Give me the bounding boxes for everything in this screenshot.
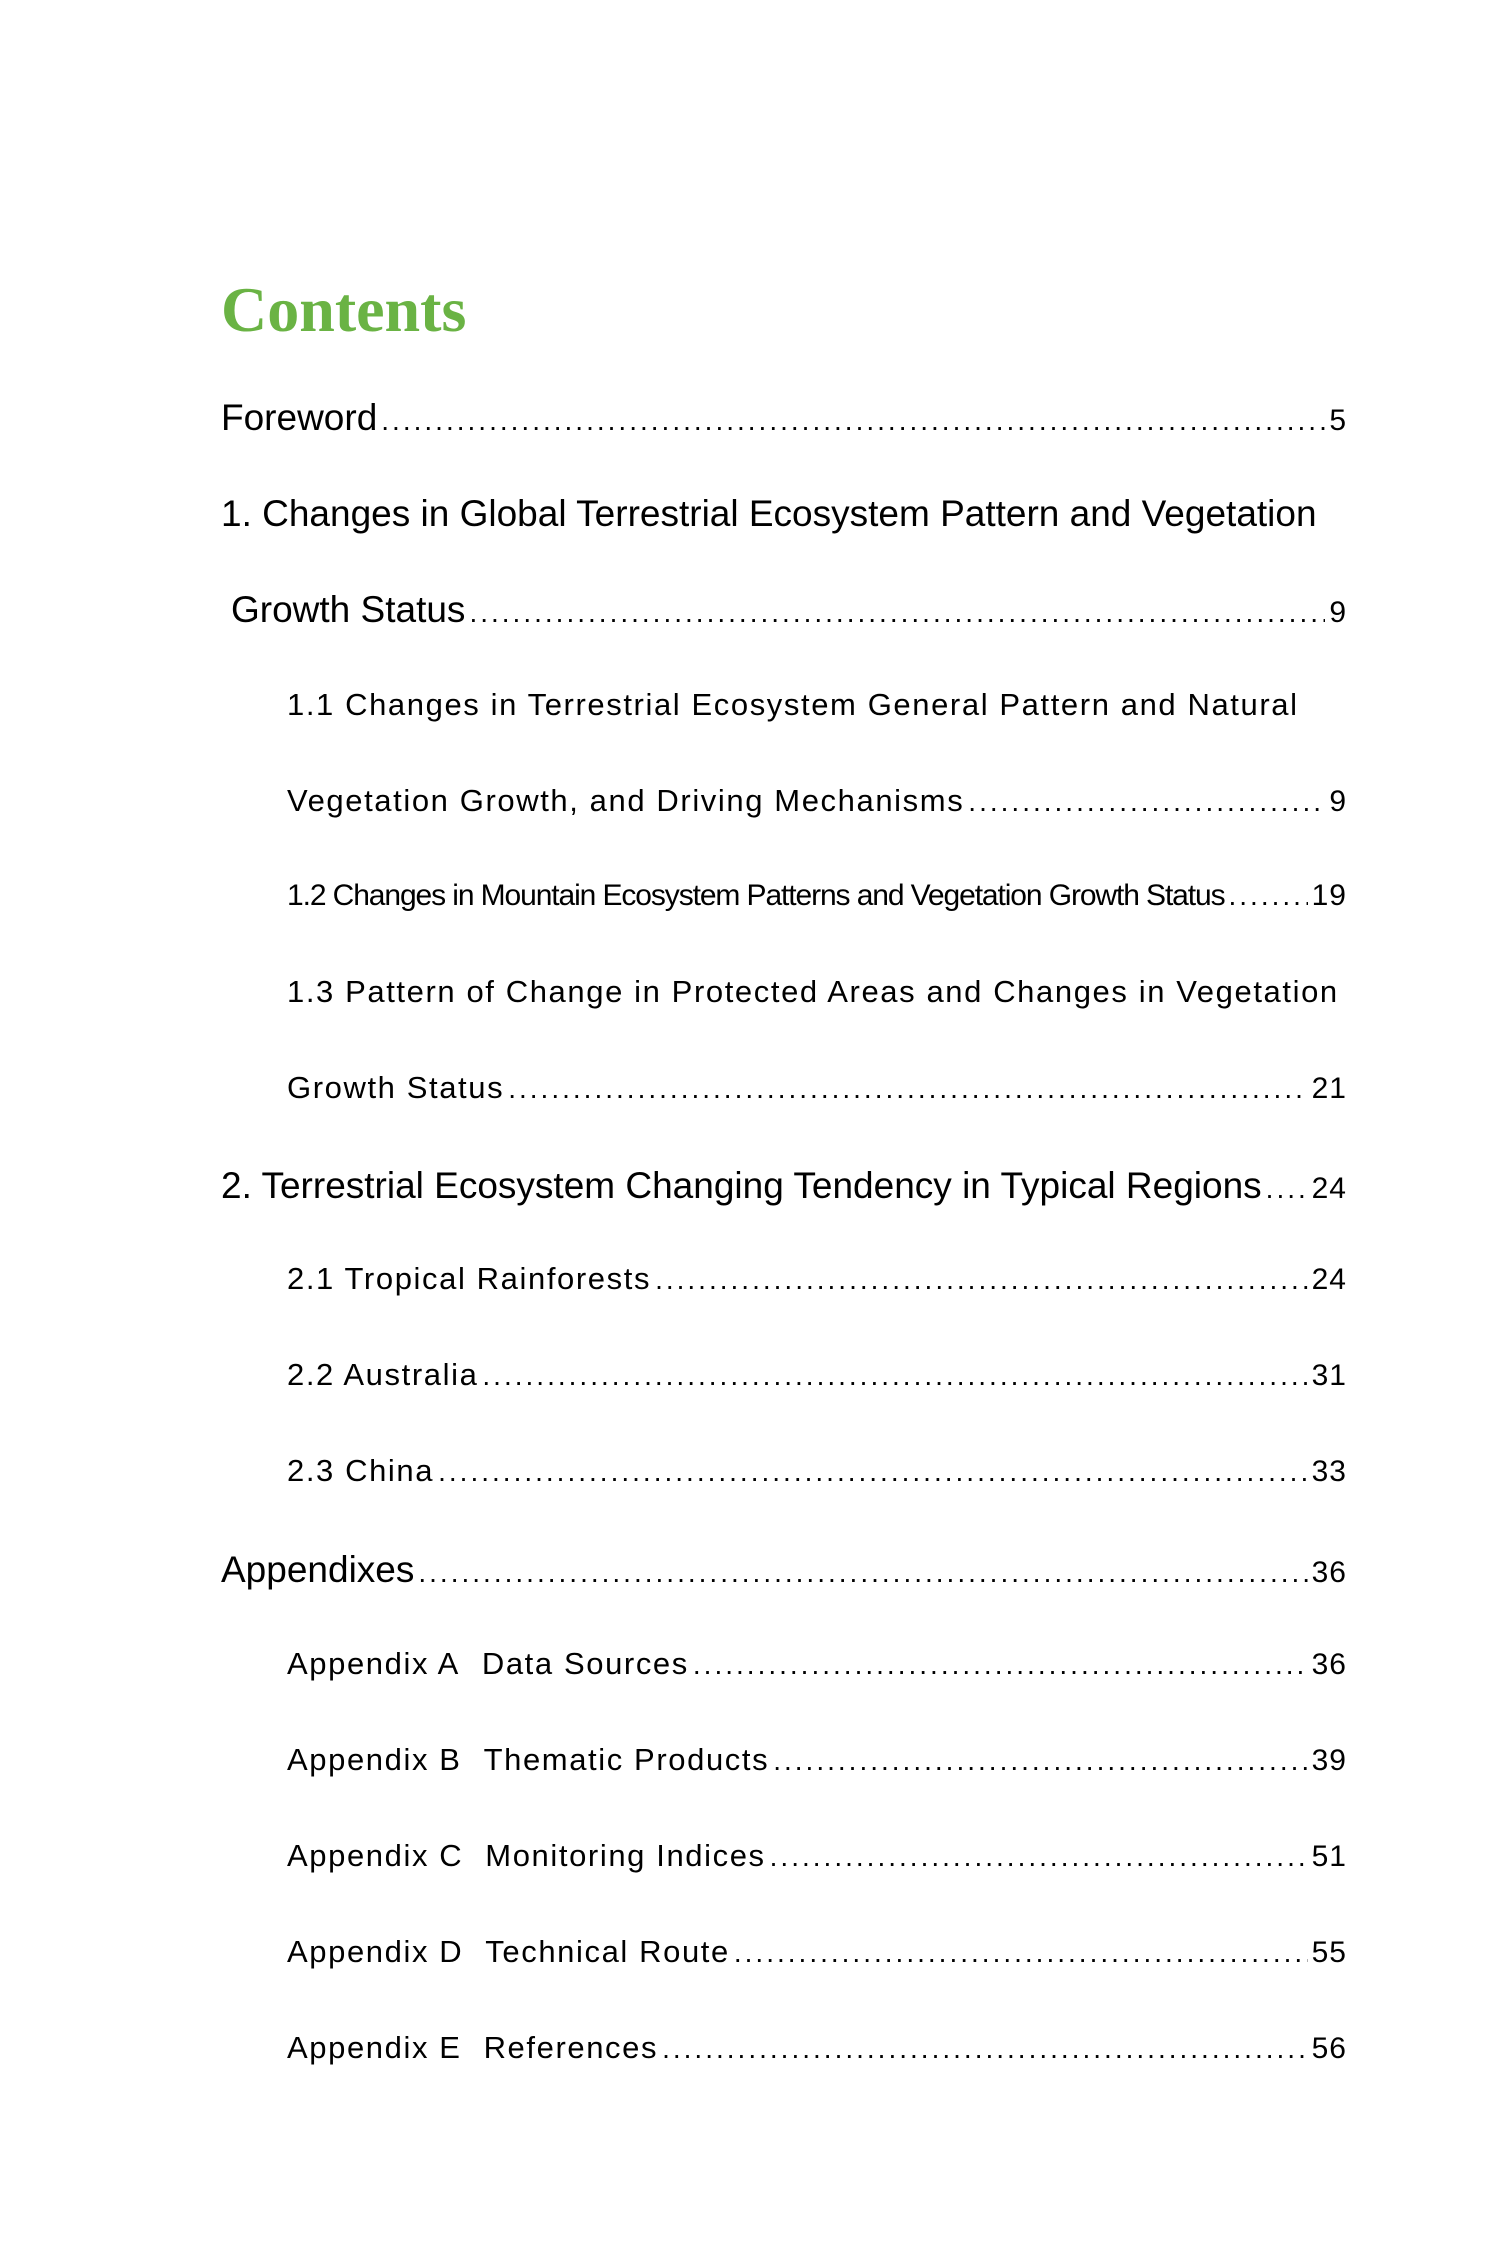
toc-entry-section-1-3[interactable] bbox=[287, 1066, 1347, 1110]
toc-entry-appendix-c[interactable] bbox=[287, 1834, 1347, 1878]
dot-leader bbox=[508, 1067, 1307, 1111]
toc-page-number: 21 bbox=[1311, 1072, 1347, 1105]
toc-page-number: 31 bbox=[1311, 1359, 1347, 1392]
toc-entry-chapter-1[interactable] bbox=[231, 585, 1347, 635]
toc-entry-appendix-e[interactable] bbox=[287, 2026, 1347, 2070]
toc-page-number: 39 bbox=[1311, 1744, 1347, 1777]
toc-entry-label bbox=[287, 1738, 769, 1782]
toc-page-number: 36 bbox=[1311, 1648, 1347, 1681]
toc-entry-label: 1.3 Pattern of Change in Protected Areas and Changes in Vegetation bbox=[287, 974, 1339, 1009]
toc-entry-section-1-2[interactable] bbox=[287, 874, 1347, 918]
toc-entry-label: 2.1 Tropical Rainforests bbox=[287, 1261, 652, 1296]
appendix-title: Technical Route bbox=[485, 1934, 730, 1969]
appendix-prefix: Appendix A bbox=[287, 1646, 460, 1681]
toc-entry-appendix-a[interactable] bbox=[287, 1642, 1347, 1686]
toc-entry-chapter-2[interactable] bbox=[221, 1161, 1347, 1211]
toc-entry-section-1-1[interactable] bbox=[287, 779, 1347, 823]
toc-entry-label: Vegetation Growth, and Driving Mechanisms bbox=[287, 783, 965, 818]
appendix-prefix: Appendix C bbox=[287, 1838, 464, 1873]
toc-entry-label: 2.2 Australia bbox=[287, 1357, 479, 1392]
appendix-prefix: Appendix D bbox=[287, 1934, 464, 1969]
toc-entry-label bbox=[287, 1930, 730, 1974]
toc-entry-label: 1.1 Changes in Terrestrial Ecosystem General Pattern and Natural bbox=[287, 687, 1299, 722]
dot-leader bbox=[469, 588, 1325, 638]
toc-entry-appendixes[interactable] bbox=[221, 1545, 1347, 1595]
appendix-prefix: Appendix B bbox=[287, 1742, 462, 1777]
toc-entry-appendix-b[interactable] bbox=[287, 1738, 1347, 1782]
toc-page-number: 56 bbox=[1311, 2032, 1347, 2065]
dot-leader bbox=[418, 1548, 1307, 1598]
dot-leader bbox=[773, 1739, 1307, 1783]
toc-entry-section-2-1[interactable] bbox=[287, 1257, 1347, 1301]
toc-entry-label: Growth Status bbox=[287, 1070, 505, 1105]
toc-entry-label: Appendixes bbox=[221, 1549, 415, 1590]
dot-leader bbox=[1266, 1164, 1308, 1214]
toc-entry-section-2-2[interactable] bbox=[287, 1353, 1347, 1397]
toc-entry-section-1-1-line-1[interactable] bbox=[287, 683, 1299, 727]
dot-leader bbox=[381, 396, 1325, 446]
appendix-title: Monitoring Indices bbox=[485, 1838, 766, 1873]
dot-leader bbox=[482, 1354, 1307, 1398]
toc-entry-appendix-d[interactable] bbox=[287, 1930, 1347, 1974]
toc-entry-label: Growth Status bbox=[231, 589, 466, 630]
toc-entry-label: Foreword bbox=[221, 397, 378, 438]
toc-page-number: 24 bbox=[1311, 1172, 1347, 1205]
dot-leader bbox=[438, 1450, 1308, 1494]
dot-leader bbox=[734, 1931, 1308, 1975]
toc-entry-section-2-3[interactable] bbox=[287, 1449, 1347, 1493]
appendix-title: Data Sources bbox=[481, 1646, 689, 1681]
dot-leader bbox=[655, 1258, 1308, 1302]
appendix-prefix: Appendix E bbox=[287, 2030, 462, 2065]
toc-page-number: 24 bbox=[1311, 1263, 1347, 1296]
toc-entry-label bbox=[287, 2026, 658, 2070]
toc-entry-label: 1. Changes in Global Terrestrial Ecosystem Pattern and Vegetation bbox=[221, 493, 1317, 534]
toc-page-number: 19 bbox=[1311, 879, 1347, 912]
toc-entry-section-1-3-line-1[interactable] bbox=[287, 970, 1339, 1014]
toc-entry-label: 2. Terrestrial Ecosystem Changing Tendency in Typical Regions bbox=[221, 1165, 1262, 1206]
toc-page-number: 9 bbox=[1329, 785, 1347, 818]
appendix-title: References bbox=[483, 2030, 659, 2065]
toc-entry-label: 1.2 Changes in Mountain Ecosystem Patterns and Vegetation Growth Status bbox=[287, 879, 1225, 912]
appendix-title: Thematic Products bbox=[483, 1742, 770, 1777]
toc-entry-label bbox=[287, 1642, 689, 1686]
dot-leader bbox=[770, 1835, 1308, 1879]
toc-page-number: 55 bbox=[1311, 1936, 1347, 1969]
toc-entry-foreword[interactable] bbox=[221, 393, 1347, 443]
dot-leader bbox=[693, 1643, 1308, 1687]
toc-page-number: 5 bbox=[1329, 404, 1347, 437]
dot-leader bbox=[968, 780, 1325, 824]
toc-entry-label bbox=[287, 1834, 766, 1878]
toc-entry-label: 2.3 China bbox=[287, 1453, 435, 1488]
toc-page-number: 51 bbox=[1311, 1840, 1347, 1873]
dot-leader bbox=[662, 2027, 1308, 2071]
page-title: Contents bbox=[221, 274, 467, 345]
toc-page-number: 9 bbox=[1329, 596, 1347, 629]
toc-entry-chapter-1-line-1[interactable] bbox=[221, 489, 1317, 539]
toc-page-number: 33 bbox=[1311, 1455, 1347, 1488]
toc-page-number: 36 bbox=[1311, 1556, 1347, 1589]
dot-leader bbox=[1229, 874, 1308, 918]
